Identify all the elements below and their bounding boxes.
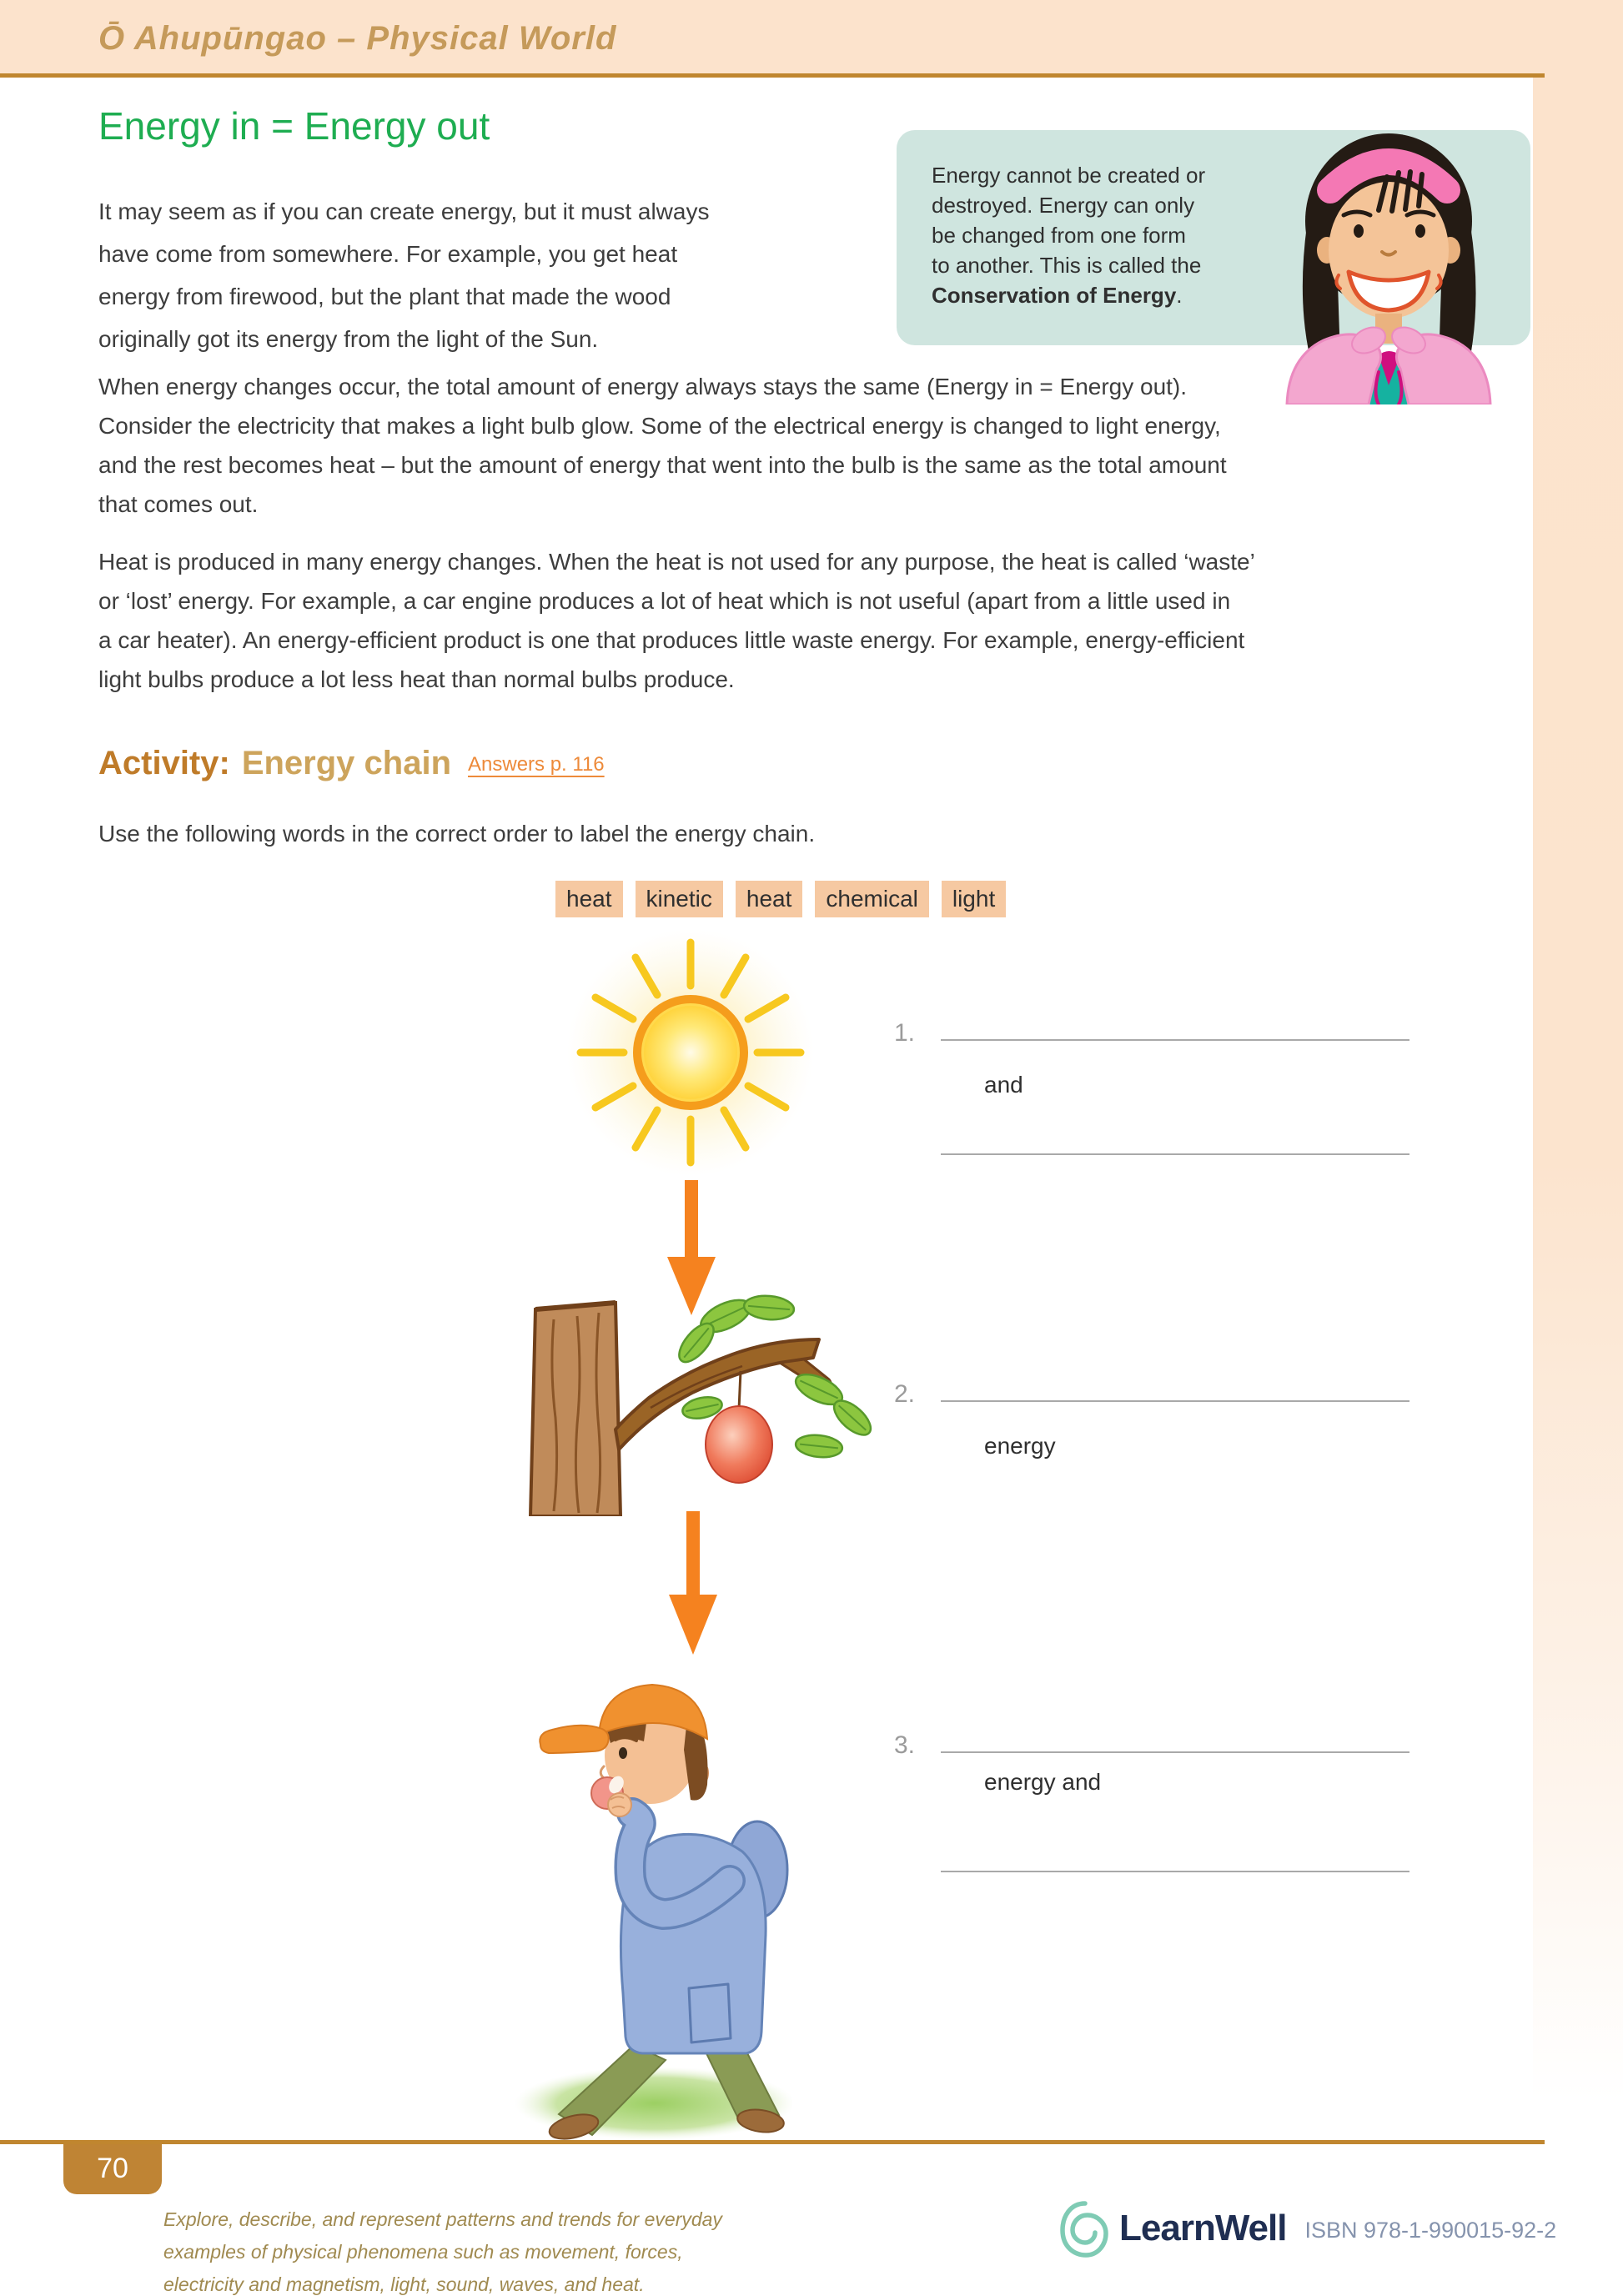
info-line: to another. This is called the (932, 253, 1202, 278)
activity-title: Energy chain (241, 745, 452, 781)
side-strip (1533, 0, 1623, 2102)
publisher-logo (1058, 2198, 1556, 2258)
intro-line: have come from somewhere. For example, you get heat (98, 241, 678, 267)
lesson-heading: Energy in = Energy out (98, 104, 490, 148)
conservation-info-text (932, 160, 1205, 310)
info-line: Energy cannot be created or (932, 163, 1206, 188)
activity-instruction: Use the following words in the correct order to label the energy chain. (98, 821, 816, 847)
sun-illustration (565, 927, 816, 1178)
waste-heat-paragraph: Heat is produced in many energy changes. When the heat is not used for any purpose, the heat is called ‘waste’ or ‘lost’ energy. For example, a car engine produces a lot of heat which is not useful (apart from a little used in a car heater). An energy-efficient product is one that produces little waste energy. For example, energy-efficient light bulbs produce a lot less heat than normal bulbs produce. (98, 549, 1255, 692)
brand-name: LearnWell (1119, 2208, 1287, 2248)
word-chip[interactable]: heat (555, 881, 623, 917)
blank-number: 3. (894, 1731, 916, 1759)
blank-number: 2. (894, 1380, 916, 1408)
learnwell-spiral-icon (1058, 2198, 1111, 2258)
energy-changes-paragraph: When energy changes occur, the total amount of energy always stays the same (Energy in = Energy out). Consider the electricity that makes a light bulb glow. Some of the electrical energy is changed to light energy, and the rest becomes heat – but the amount of energy that went into the bulb is the same as the total amount that comes out. (98, 374, 1227, 517)
blank-label: energy (984, 1433, 1056, 1459)
arrow-down-icon (669, 1511, 717, 1655)
chapter-title: Ō Ahupūngao – Physical World (98, 20, 617, 57)
answer-line[interactable] (941, 1751, 1409, 1753)
intro-line: It may seem as if you can create energy, but it must always (98, 198, 710, 224)
answer-line[interactable] (941, 1153, 1409, 1155)
info-line: destroyed. Energy can only (932, 193, 1195, 218)
intro-paragraph (98, 190, 709, 360)
answer-line[interactable] (941, 1871, 1409, 1872)
answer-line[interactable] (941, 1400, 1409, 1402)
answer-line[interactable] (941, 1039, 1409, 1041)
word-chip[interactable]: chemical (815, 881, 928, 917)
intro-line: energy from firewood, but the plant that made the wood (98, 284, 671, 309)
word-chip[interactable]: kinetic (636, 881, 723, 917)
curriculum-statement: Explore, describe, and represent patterns and trends for everyday examples of physical phenomena such as movement, forces, electricity and magnetism, light, sound, waves, and heat. (163, 2208, 722, 2295)
blank-label: and (984, 1072, 1023, 1098)
boy-eating-apple-illustration (500, 1660, 792, 2143)
girl-illustration (1272, 125, 1522, 404)
word-chip[interactable]: heat (736, 881, 803, 917)
word-bank (555, 881, 1006, 917)
blank-label: energy and (984, 1769, 1102, 1795)
footer-rule (0, 2140, 1545, 2144)
isbn-text: ISBN 978-1-990015-92-2 (1304, 2217, 1557, 2243)
info-line-bold: Conservation of Energy. (932, 283, 1183, 308)
page-number-tab: 70 (63, 2144, 162, 2194)
info-line: be changed from one form (932, 223, 1186, 248)
tree-illustration (525, 1283, 884, 1516)
blank-number: 1. (894, 1019, 916, 1047)
answers-page-link[interactable]: Answers p. 116 (468, 753, 605, 776)
activity-heading (98, 745, 605, 782)
activity-label: Activity: (98, 745, 230, 781)
intro-line: originally got its energy from the light of the Sun. (98, 326, 599, 352)
word-chip[interactable]: light (942, 881, 1006, 917)
header-rule (0, 73, 1545, 78)
